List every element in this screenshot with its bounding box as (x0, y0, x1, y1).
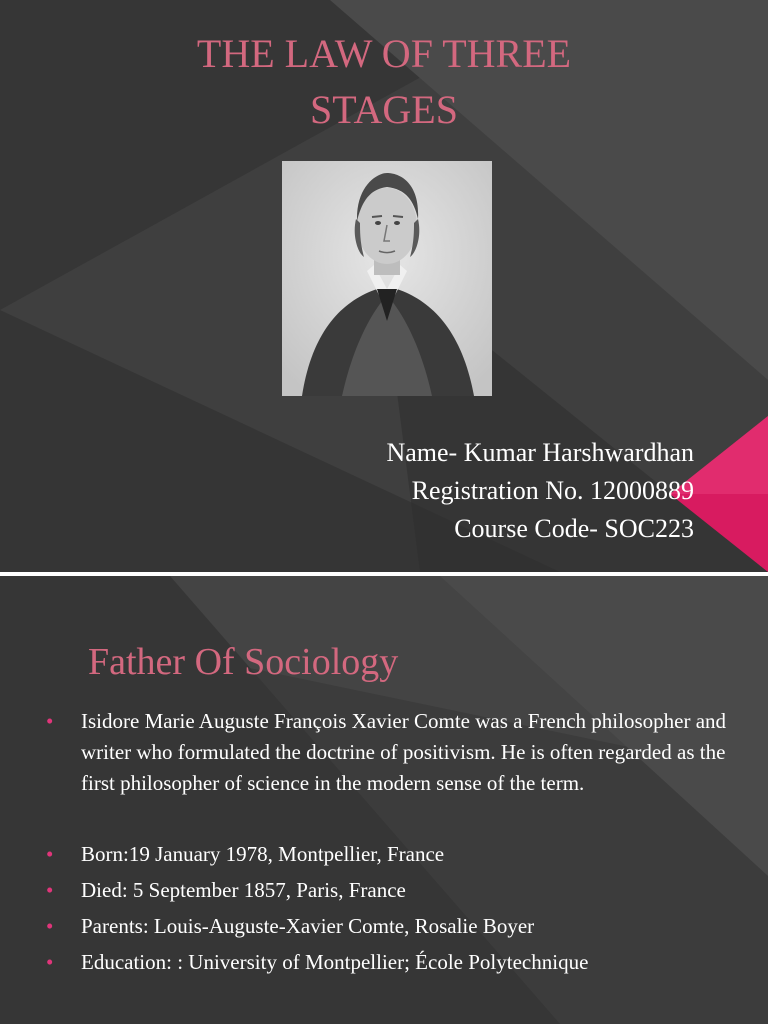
bullet-text: Isidore Marie Auguste François Xavier Comte was a French philosopher and writer who formulated the doctrine of positivism. He is often regarded as the first philosopher of science in the modern sense of the term. (81, 709, 727, 795)
registration-number: Registration No. 12000889 (411, 476, 694, 505)
bullet-icon: • (46, 842, 54, 866)
author-info (386, 434, 694, 548)
title-line-1: THE LAW OF THREE (196, 31, 572, 76)
bullet-icon: • (46, 709, 54, 733)
bullet-list (46, 706, 726, 983)
bullet-icon: • (46, 878, 54, 902)
course-code: Course Code- SOC223 (454, 514, 694, 543)
portrait-image (282, 161, 492, 396)
title-line-2: STAGES (310, 87, 458, 132)
slide-title (0, 26, 768, 138)
bullet-text: Born:19 January 1978, Montpellier, France (81, 842, 445, 866)
list-item (46, 911, 726, 942)
slide-2-title: Father Of Sociology (88, 641, 399, 683)
list-item (46, 947, 726, 978)
list-item (46, 706, 726, 799)
bullet-text: Education: : University of Montpellier; École Polytechnique (81, 950, 589, 974)
bullet-icon: • (46, 914, 54, 938)
bullet-text: Parents: Louis-Auguste-Xavier Comte, Rosalie Boyer (81, 914, 535, 938)
list-item (46, 875, 726, 906)
bullet-icon: • (46, 950, 54, 974)
author-name: Name- Kumar Harshwardhan (386, 438, 694, 467)
list-item (46, 839, 726, 870)
bullet-text: Died: 5 September 1857, Paris, France (81, 878, 406, 902)
